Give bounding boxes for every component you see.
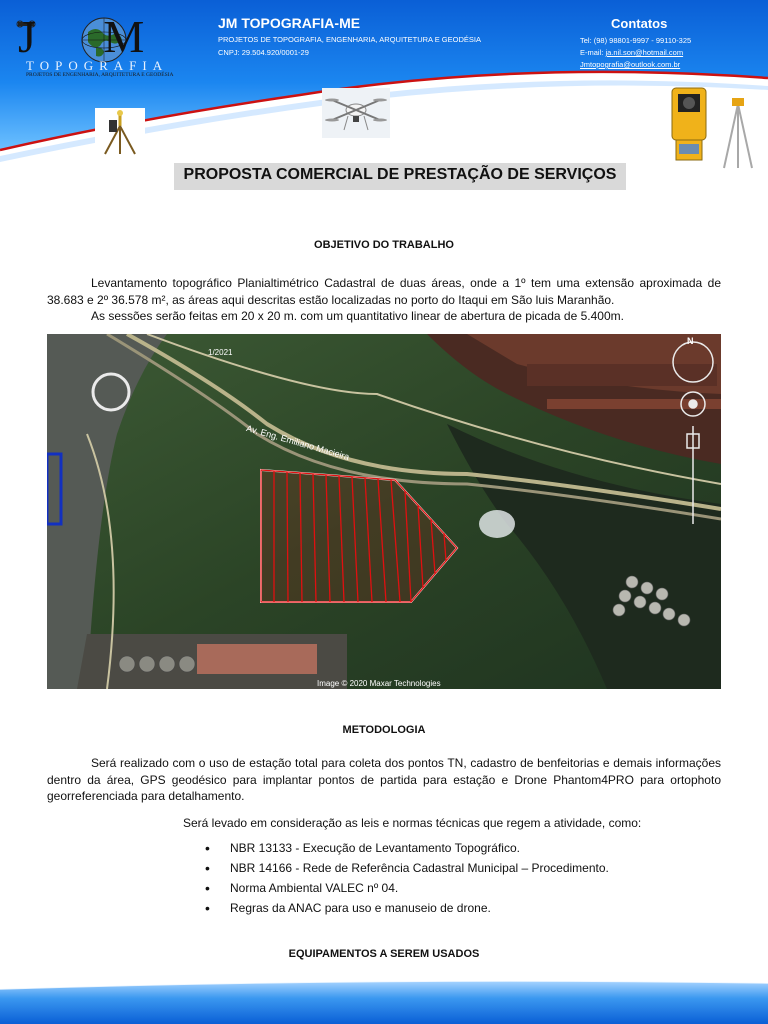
metodologia-paragraph-1: Será realizado com o uso de estação total para coleta dos pontos TN, cadastro de benfeitorias e demais informações dentro da área, GPS geodésico para implantar pontos de partida para estação e Drone Phantom4PRO para ortophoto georreferenciada para detalhamento. <box>47 756 721 803</box>
contact-email-row-2 <box>580 60 760 69</box>
contact-email-row <box>580 48 760 57</box>
document-title: PROPOSTA COMERCIAL DE PRESTAÇÃO DE SERVIÇOS <box>183 166 617 183</box>
company-name: JM TOPOGRAFIA-ME <box>218 15 361 31</box>
norms-list <box>205 838 609 918</box>
map-credit: Image © 2020 Maxar Technologies <box>317 679 441 688</box>
equipamentos-heading: EQUIPAMENTOS A SEREM USADOS <box>288 948 480 960</box>
satellite-map <box>47 334 721 689</box>
metodologia-paragraph-2: Será levado em consideração as leis e normas técnicas que regem a atividade, como: <box>183 816 642 830</box>
email-link-1[interactable]: ja.nil.son@hotmail.com <box>605 48 684 57</box>
total-station-icon <box>668 84 758 170</box>
list-item: • NBR 13133 - Execução de Levantamento Topográfico. <box>205 838 609 858</box>
contacts-block <box>580 16 760 69</box>
contact-phone: Tel: (98) 98801-9997 - 99110-325 <box>580 36 692 45</box>
drone-icon <box>322 88 390 138</box>
logo-subtitle: TOPOGRAFIA <box>26 58 169 73</box>
logo-letters: J M <box>18 11 147 62</box>
gps-tripod-icon <box>95 108 145 156</box>
list-item: • Regras da ANAC para uso e manuseio de drone. <box>205 898 609 918</box>
metodologia-heading: METODOLOGIA <box>342 724 426 736</box>
map-road-label: Av. Eng. Emiliano Macieira <box>245 423 351 463</box>
contacts-title: Contatos <box>611 16 668 31</box>
company-services: PROJETOS DE TOPOGRAFIA, ENGENHARIA, ARQUITETURA E GEODÉSIA <box>218 35 481 44</box>
email-link-2[interactable]: Jmtopografia@outlook.com.br <box>580 60 681 69</box>
map-compass-label: N <box>687 336 694 346</box>
company-cnpj: CNPJ: 29.504.920/0001-29 <box>218 48 309 57</box>
email-label: E-mail: <box>580 48 604 57</box>
objetivo-paragraph-2: As sessões serão feitas em 20 x 20 m. com um quantitativo linear de abertura de picada de 5.400m. <box>91 309 624 323</box>
footer-wave <box>0 975 768 1024</box>
map-date-label: 1/2021 <box>208 348 233 357</box>
logo-tagline: PROJETOS DE ENGENHARIA, ARQUITETURA E GEODÉSIA <box>26 72 174 78</box>
page-header <box>0 0 768 170</box>
satellite-image <box>47 334 721 689</box>
objetivo-heading: OBJETIVO DO TRABALHO <box>314 239 454 251</box>
company-logo <box>12 11 192 80</box>
list-item: • NBR 14166 - Rede de Referência Cadastral Municipal – Procedimento. <box>205 858 609 878</box>
objetivo-paragraph-1: Levantamento topográfico Planialtimétrico Cadastral de duas áreas, onde a 1º tem uma extensão aproximada de 38.683 e 2º 36.578 m², as áreas aqui descritas estão localizadas no porto do Itaqui em São luis Maranhão. <box>47 276 721 307</box>
list-item: • Norma Ambiental VALEC nº 04. <box>205 878 609 898</box>
company-info <box>218 15 481 57</box>
